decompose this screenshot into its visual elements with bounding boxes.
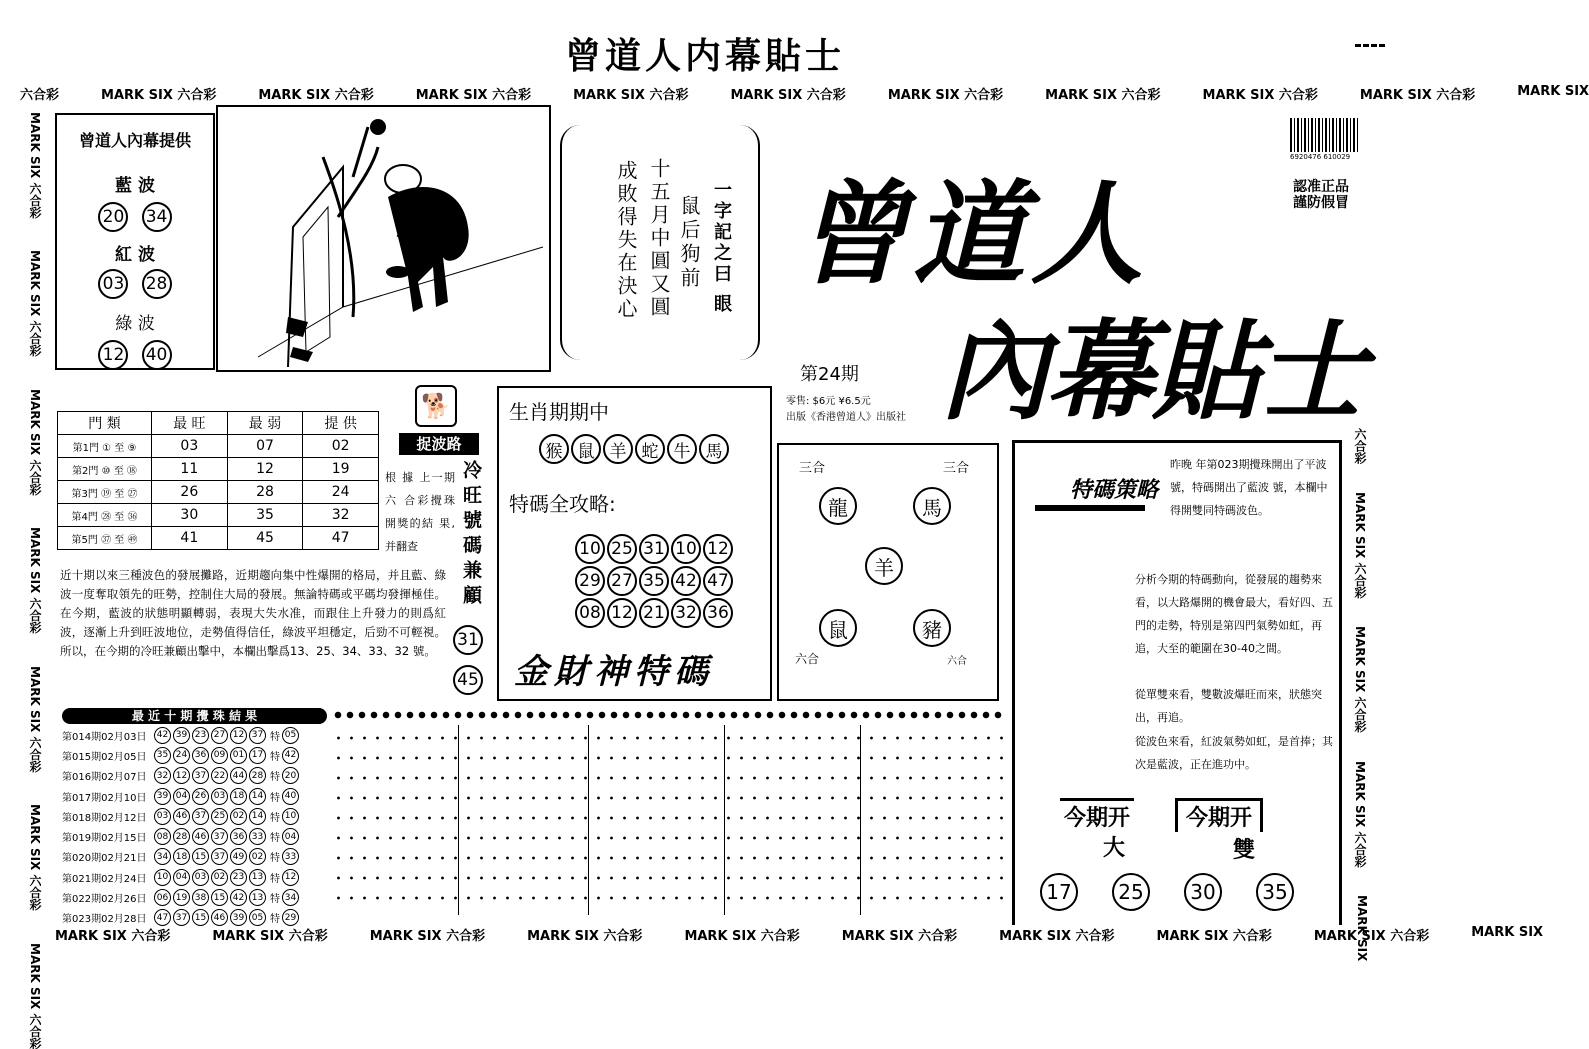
- ball: 15: [192, 848, 209, 865]
- ball: 15: [211, 889, 228, 906]
- strip-cell: MARK SIX 六合彩: [28, 942, 42, 1049]
- ball: 46: [192, 828, 209, 845]
- brand-title-2: 內幕貼士: [940, 310, 1365, 435]
- table-header: 提 供: [303, 412, 379, 435]
- ball: 12: [607, 598, 637, 628]
- table-cell: 12: [227, 458, 303, 481]
- open-2-value: 雙: [1233, 838, 1256, 863]
- ball: 25: [1112, 873, 1150, 911]
- ball: 02: [249, 848, 266, 865]
- special-label: 特: [270, 731, 280, 743]
- catch-wave-nums: [453, 625, 483, 695]
- ball: 27: [607, 566, 637, 596]
- brand-title-1: 曾道人: [795, 169, 1149, 300]
- ball: 45: [453, 665, 483, 695]
- strip-cell: MARK SIX 六合彩: [28, 527, 42, 634]
- ball: 47: [703, 566, 733, 596]
- ball: 12: [703, 534, 733, 564]
- zodiac-strategy: 特碼全攻略:: [509, 492, 616, 516]
- poem-col-4: 成敗得失在決心: [614, 160, 638, 321]
- special-label: 特: [270, 833, 280, 845]
- ball: 28: [142, 269, 172, 299]
- barcode-number: 6920476 610029: [1290, 153, 1351, 161]
- zodiac-animal: 馬: [699, 434, 729, 464]
- zodiac-animal: 蛇: [635, 434, 665, 464]
- special-label: 特: [270, 894, 280, 906]
- sanhe-tl: 三合: [799, 461, 826, 476]
- strategy-box: [1012, 440, 1342, 925]
- illustration-box: [216, 105, 551, 372]
- strip-cell: MARK SIX 六合彩: [684, 929, 800, 944]
- strip-cell: MARK SIX 六合彩: [1353, 760, 1367, 868]
- strip-cell: MARK SIX 六合彩: [28, 804, 42, 911]
- blue-wave-nums: [57, 202, 213, 232]
- strip-cell: MARK SIX 六合彩: [1202, 88, 1318, 103]
- ball: 04: [173, 788, 190, 805]
- table-row: [58, 458, 379, 481]
- left-brand-strip: [20, 112, 44, 1049]
- table-row: [58, 527, 379, 550]
- strip-cell: MARK SIX 六合彩: [258, 88, 374, 103]
- ball: 24: [173, 747, 190, 764]
- ball: 35: [154, 747, 171, 764]
- door-name: 第4門 ㉘ 至 ㊱: [58, 504, 152, 527]
- ball: 02: [230, 808, 247, 825]
- result-label: 第023期02月28日: [62, 914, 147, 926]
- ball: 30: [1184, 873, 1222, 911]
- wave-box: [55, 113, 215, 370]
- strip-cell: MARK SIX: [1517, 84, 1589, 99]
- ball: 28: [173, 828, 190, 845]
- ball: 03: [154, 808, 171, 825]
- special-label: 特: [270, 751, 280, 763]
- ball: 46: [173, 808, 190, 825]
- strategy-nums: [1040, 873, 1294, 911]
- ball: 23: [230, 869, 247, 886]
- ball: 10: [575, 534, 605, 564]
- ball: 40: [142, 340, 172, 370]
- strip-cell: 六合彩: [1353, 428, 1367, 464]
- ball: 12: [98, 340, 128, 370]
- strip-cell: MARK SIX 六合彩: [28, 250, 42, 357]
- ball: 14: [249, 788, 266, 805]
- table-row: [62, 725, 332, 745]
- table-row: [62, 867, 332, 887]
- open-1-label: 今期开: [1060, 798, 1134, 832]
- strip-cell: MARK SIX 六合彩: [887, 88, 1004, 103]
- result-label: 第021期02月24日: [62, 873, 147, 885]
- strip-cell: MARK SIX 六合彩: [1353, 492, 1367, 599]
- table-row: [62, 908, 332, 928]
- special-ball: 12: [282, 869, 299, 886]
- grid-divider: [588, 725, 589, 915]
- ball: 17: [1040, 873, 1078, 911]
- ball: 13: [249, 869, 266, 886]
- strip-cell: MARK SIX 六合彩: [1156, 929, 1272, 944]
- ball: 46: [211, 909, 228, 926]
- ball: 09: [211, 747, 228, 764]
- old-man-illustration: [218, 107, 549, 370]
- table-cell: 47: [303, 527, 379, 550]
- strategy-banner: [1035, 505, 1145, 511]
- table-cell: 35: [227, 504, 303, 527]
- ball: 29: [575, 566, 605, 596]
- special-label: 特: [270, 792, 280, 804]
- table-row: [62, 887, 332, 907]
- sanhe-animal: 鼠: [819, 609, 857, 647]
- ball: 03: [98, 269, 128, 299]
- door-name: 第2門 ⑩ 至 ⑱: [58, 458, 152, 481]
- results-grid: [332, 728, 1006, 913]
- result-label: 第014期02月03日: [62, 731, 147, 743]
- sanhe-animal: 龍: [819, 487, 857, 525]
- grid-divider: [458, 725, 459, 915]
- table-cell: 07: [227, 435, 303, 458]
- special-ball: 40: [282, 788, 299, 805]
- ball: 37: [211, 848, 228, 865]
- special-ball: 29: [282, 909, 299, 926]
- sanhe-tr: 三合: [942, 461, 969, 476]
- ball: 37: [249, 727, 266, 744]
- strip-cell: MARK SIX 六合彩: [1313, 929, 1430, 944]
- sanhe-box: [777, 443, 999, 701]
- ball: 31: [639, 534, 669, 564]
- green-wave-label: 綠 波: [115, 314, 155, 334]
- special-ball: 20: [282, 767, 299, 784]
- door-name: 第5門 ㊲ 至 ㊾: [58, 527, 152, 550]
- corner-mark: [1355, 44, 1385, 52]
- ball: 17: [249, 747, 266, 764]
- ball: 39: [154, 788, 171, 805]
- door-name: 第3門 ⑲ 至 ㉗: [58, 481, 152, 504]
- strip-cell: MARK SIX 六合彩: [212, 929, 328, 944]
- ball: 19: [173, 889, 190, 906]
- sanhe-animal: 豬: [913, 609, 951, 647]
- sanhe-bl: 六合: [795, 652, 820, 666]
- special-label: 特: [270, 873, 280, 885]
- special-ball: 42: [282, 747, 299, 764]
- red-wave-label: 紅 波: [115, 245, 155, 265]
- ball: 28: [249, 767, 266, 784]
- results-dots: [332, 710, 1006, 720]
- poem-col-3: 十五月中圓又圓: [647, 158, 671, 319]
- green-wave-nums: [57, 340, 213, 370]
- strip-cell: MARK SIX 六合彩: [1359, 88, 1476, 103]
- ball: 25: [607, 534, 637, 564]
- ball: 42: [230, 889, 247, 906]
- table-row: [62, 847, 332, 867]
- poem-col-1: 一字記之曰 眼: [711, 180, 732, 316]
- table-cell: 03: [152, 435, 228, 458]
- catch-wave-analysis: 近十期以來三種波色的發展攤路，近期趨向集中性爆開的格局，并且藍、綠波一度奪取領先的旺勢，控制住大局的發展。無論特碼或平碼均發揮極佳。在今期，藍波的狀態明顯轉弱，表現大失水准，而跟住上升發力的則爲紅波，逐漸上升到旺波地位，走勢值得信任，綠波平坦穩定，后勁不可輕視。所以，在今期的冷旺兼顧出擊中，本欄出擊爲13、25、34、33、32 號。: [60, 568, 446, 658]
- strip-cell: MARK SIX 六合彩: [28, 388, 42, 496]
- zodiac-footer: 金財神特碼: [514, 652, 714, 692]
- strip-cell: MARK SIX 六合彩: [55, 929, 171, 944]
- ball: 18: [173, 848, 190, 865]
- ball: 34: [142, 202, 172, 232]
- strip-cell: MARK SIX 六合彩: [28, 112, 42, 219]
- ball: 42: [671, 566, 701, 596]
- table-row: [58, 435, 379, 458]
- table-row: [62, 766, 332, 786]
- strip-cell: MARK SIX: [1355, 895, 1369, 962]
- ball: 26: [192, 788, 209, 805]
- zodiac-grid: [575, 534, 745, 628]
- table-row: [62, 826, 332, 846]
- ball: 42: [154, 727, 171, 744]
- dog-icon: 🐕: [415, 385, 457, 427]
- ball: 35: [639, 566, 669, 596]
- table-row: [62, 786, 332, 806]
- ball: 36: [230, 828, 247, 845]
- open-2-label: 今期开: [1175, 798, 1263, 832]
- special-label: 特: [270, 914, 280, 926]
- table-cell: 19: [303, 458, 379, 481]
- ball: 33: [249, 828, 266, 845]
- ball: 03: [192, 869, 209, 886]
- issue-number: 第24期: [800, 364, 859, 385]
- zodiac-animal: 牛: [667, 434, 697, 464]
- ball: 12: [230, 727, 247, 744]
- results-title: 最 近 十 期 攪 珠 結 果: [62, 708, 327, 724]
- special-ball: 04: [282, 828, 299, 845]
- strategy-text-1: 昨晚 年第023期攪珠開出了平波 號，特碼開出了藍波 號，本欄中得開雙同特碼波色。: [1170, 458, 1328, 517]
- ball: 44: [230, 767, 247, 784]
- strip-cell: MARK SIX 六合彩: [28, 665, 42, 773]
- auth-line-1: 認准正品: [1293, 179, 1349, 195]
- blue-wave-label: 藍 波: [115, 176, 155, 196]
- strip-cell: MARK SIX: [1471, 925, 1544, 940]
- ball: 35: [1256, 873, 1294, 911]
- ball: 37: [192, 767, 209, 784]
- door-name: 第1門 ① 至 ⑨: [58, 435, 152, 458]
- price: 零售: $6元 ¥6.5元: [786, 396, 871, 407]
- special-ball: 05: [282, 727, 299, 744]
- strip-cell: MARK SIX 六合彩: [1045, 88, 1161, 103]
- strategy-text-2: 分析今期的特碼動向，從發展的趨勢來看，以大路爆開的機會最大，看好四、五門的走勢，特別是第四門氣勢如虹，再追，大至的範圍在30-40之間。: [1135, 573, 1333, 655]
- special-ball: 33: [282, 848, 299, 865]
- ball: 27: [211, 727, 228, 744]
- ball: 14: [249, 808, 266, 825]
- table-header: 最 弱: [227, 412, 303, 435]
- result-label: 第020期02月21日: [62, 853, 147, 865]
- strip-cell: MARK SIX 六合彩: [730, 88, 846, 103]
- ball: 23: [192, 727, 209, 744]
- special-label: 特: [270, 853, 280, 865]
- zodiac-animal: 鼠: [571, 434, 601, 464]
- sanhe-animal: 馬: [913, 487, 951, 525]
- sanhe-animal: 羊: [865, 547, 903, 585]
- table-cell: 02: [303, 435, 379, 458]
- ball: 03: [211, 788, 228, 805]
- ball: 39: [173, 727, 190, 744]
- poem-col-2: 鼠后狗前: [677, 195, 701, 291]
- ball: 21: [639, 598, 669, 628]
- table-cell: 45: [227, 527, 303, 550]
- ball: 49: [230, 848, 247, 865]
- result-label: 第018期02月12日: [62, 812, 147, 824]
- special-label: 特: [270, 772, 280, 784]
- ball: 08: [154, 828, 171, 845]
- table-row: [58, 504, 379, 527]
- top-brand-strip: [20, 84, 1589, 103]
- strategy-text-4: 從波色來看，紅波氣勢如虹，是首捧；其次是藍波，正在進功中。: [1135, 735, 1333, 771]
- wave-provider: 曾道人內幕提供: [78, 131, 191, 150]
- table-cell: 26: [152, 481, 228, 504]
- ball: 38: [192, 889, 209, 906]
- result-label: 第015期02月05日: [62, 751, 147, 763]
- strip-cell: MARK SIX 六合彩: [369, 929, 486, 944]
- sanhe-br: 六合: [947, 656, 967, 667]
- catch-wave-title: 捉波路: [399, 433, 479, 455]
- table-row: [62, 806, 332, 826]
- publisher: 出版《香港曾道人》出版社: [786, 412, 906, 423]
- ball: 13: [249, 889, 266, 906]
- special-label: 特: [270, 812, 280, 824]
- table-cell: 24: [303, 481, 379, 504]
- zodiac-box: [497, 386, 772, 701]
- ball: 32: [671, 598, 701, 628]
- zodiac-title: 生肖期期中: [509, 400, 609, 424]
- ball: 15: [192, 909, 209, 926]
- strip-cell: MARK SIX 六合彩: [841, 929, 958, 944]
- table-cell: 11: [152, 458, 228, 481]
- ball: 06: [154, 889, 171, 906]
- ball: 37: [173, 909, 190, 926]
- table-cell: 28: [227, 481, 303, 504]
- red-wave-nums: [57, 269, 213, 299]
- barcode: [1290, 118, 1360, 152]
- strip-cell: MARK SIX 六合彩: [1353, 626, 1367, 733]
- doors-table: [57, 411, 379, 550]
- special-ball: 10: [282, 808, 299, 825]
- ball: 10: [671, 534, 701, 564]
- ball: 31: [453, 625, 483, 655]
- result-label: 第022期02月26日: [62, 894, 147, 906]
- ball: 34: [154, 848, 171, 865]
- zodiac-animals: [539, 434, 729, 464]
- strip-cell: MARK SIX 六合彩: [999, 929, 1115, 944]
- table-cell: 41: [152, 527, 228, 550]
- result-label: 第017期02月10日: [62, 792, 147, 804]
- ball: 08: [575, 598, 605, 628]
- ball: 36: [192, 747, 209, 764]
- grid-divider: [860, 725, 861, 915]
- ball: 47: [154, 909, 171, 926]
- table-header: 門 類: [58, 412, 152, 435]
- table-header-row: [58, 412, 379, 435]
- ball: 20: [98, 202, 128, 232]
- table-row: [58, 481, 379, 504]
- right-brand-strip: [1345, 428, 1369, 962]
- strip-cell: 六合彩: [20, 88, 60, 103]
- ball: 22: [211, 767, 228, 784]
- strip-cell: MARK SIX 六合彩: [573, 88, 689, 103]
- table-cell: 32: [303, 504, 379, 527]
- catch-wave-intro: 根 據 上一期六 合彩攪珠 開獎的結 果,并翻查: [385, 471, 455, 553]
- auth-line-2: 謹防假冒: [1293, 195, 1349, 211]
- strip-cell: MARK SIX 六合彩: [527, 929, 643, 944]
- ball: 36: [703, 598, 733, 628]
- special-ball: 34: [282, 889, 299, 906]
- ball: 32: [154, 767, 171, 784]
- ball: 04: [173, 869, 190, 886]
- strip-cell: MARK SIX 六合彩: [415, 88, 532, 103]
- ball: 01: [230, 747, 247, 764]
- ball: 37: [211, 828, 228, 845]
- table-row: [62, 745, 332, 765]
- ball: 02: [211, 869, 228, 886]
- strip-cell: MARK SIX 六合彩: [101, 88, 217, 103]
- ball: 39: [230, 909, 247, 926]
- result-label: 第019期02月15日: [62, 833, 147, 845]
- ball: 25: [211, 808, 228, 825]
- grid-divider: [724, 725, 725, 915]
- strategy-text-3: 從單雙來看，雙數波爆旺而來，狀態突出，再追。: [1135, 688, 1322, 724]
- ball: 12: [173, 767, 190, 784]
- ball: 37: [192, 808, 209, 825]
- table-header: 最 旺: [152, 412, 228, 435]
- zodiac-animal: 猴: [539, 434, 569, 464]
- ball: 10: [154, 869, 171, 886]
- result-label: 第016期02月07日: [62, 772, 147, 784]
- strategy-title: 特碼策略: [1070, 478, 1159, 503]
- ball: 05: [249, 909, 266, 926]
- catch-wave-side: 冷旺號碼兼顧: [460, 460, 482, 610]
- top-title: 曾道人内幕貼士: [564, 35, 845, 77]
- zodiac-animal: 羊: [603, 434, 633, 464]
- table-cell: 30: [152, 504, 228, 527]
- results-list: [62, 725, 332, 928]
- open-1-value: 大: [1103, 836, 1126, 861]
- ball: 18: [230, 788, 247, 805]
